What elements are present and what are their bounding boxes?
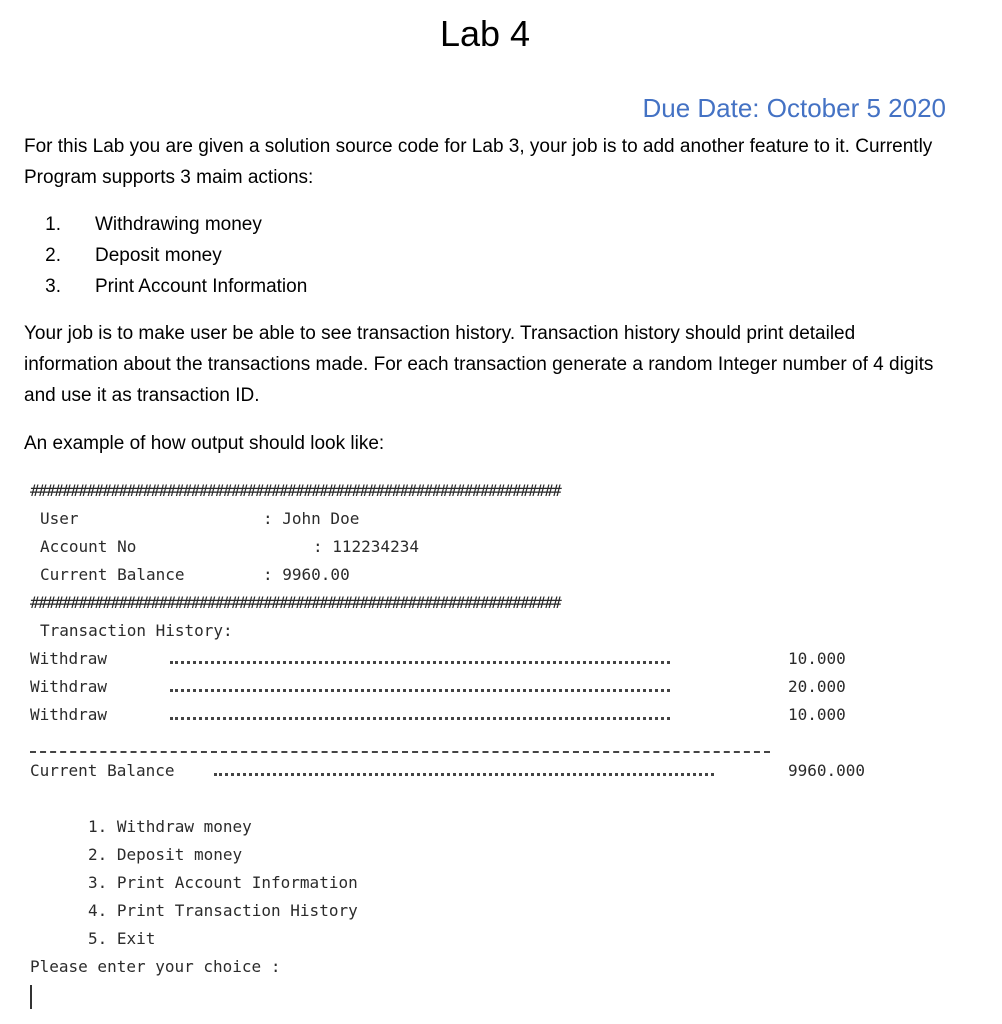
user-value: : John Doe bbox=[263, 509, 360, 528]
account-label: Account No bbox=[40, 537, 137, 556]
dot-leader bbox=[214, 773, 714, 776]
hash-separator-bottom: ################################################################## bbox=[30, 593, 561, 612]
menu-item-deposit: 2. Deposit money bbox=[88, 845, 243, 864]
list-label: Print Account Information bbox=[95, 276, 308, 297]
list-number: 3. bbox=[45, 276, 61, 297]
transaction-amount: 20.000 bbox=[788, 677, 846, 696]
list-label: Deposit money bbox=[95, 245, 222, 266]
menu-item-print-history: 4. Print Transaction History bbox=[88, 901, 358, 920]
user-label: User bbox=[40, 509, 79, 528]
intro-paragraph: For this Lab you are given a solution source code for Lab 3, your job is to add another feature to it. Currently Program supports 3 maim actions: bbox=[24, 136, 933, 188]
list-label: Withdrawing money bbox=[95, 214, 262, 235]
dot-leader bbox=[170, 661, 670, 664]
transaction-amount: 10.000 bbox=[788, 705, 846, 724]
summary-label: Current Balance bbox=[30, 761, 175, 780]
due-date: Due Date: October 5 2020 bbox=[642, 93, 946, 123]
summary-value: 9960.000 bbox=[788, 761, 866, 780]
balance-label: Current Balance bbox=[40, 565, 185, 584]
example-intro: An example of how output should look like: bbox=[24, 433, 385, 454]
doc-title: Lab 4 bbox=[439, 13, 531, 54]
dot-leader bbox=[170, 689, 670, 692]
transaction-type: Withdraw bbox=[30, 705, 108, 724]
choice-prompt: Please enter your choice : bbox=[30, 957, 281, 976]
list-number: 2. bbox=[45, 245, 61, 266]
transaction-type: Withdraw bbox=[30, 677, 108, 696]
text-cursor bbox=[30, 985, 32, 1009]
task-paragraph: Your job is to make user be able to see transaction history. Transaction history should print detailed information about the transactions made. For each transaction generate a random Integer number of 4 digits and use it as transaction ID. bbox=[24, 323, 934, 406]
menu-item-print-account: 3. Print Account Information bbox=[88, 873, 358, 892]
balance-value: : 9960.00 bbox=[263, 565, 350, 584]
list-number: 1. bbox=[45, 214, 61, 235]
menu-item-exit: 5. Exit bbox=[88, 929, 156, 948]
account-value: : 112234234 bbox=[313, 537, 419, 556]
hash-separator-top: ################################################################## bbox=[30, 481, 561, 500]
transaction-amount: 10.000 bbox=[788, 649, 846, 668]
transaction-type: Withdraw bbox=[30, 649, 108, 668]
history-title: Transaction History: bbox=[40, 621, 233, 640]
dot-leader bbox=[170, 717, 670, 720]
menu-item-withdraw: 1. Withdraw money bbox=[88, 817, 252, 836]
dashed-divider bbox=[30, 751, 770, 753]
